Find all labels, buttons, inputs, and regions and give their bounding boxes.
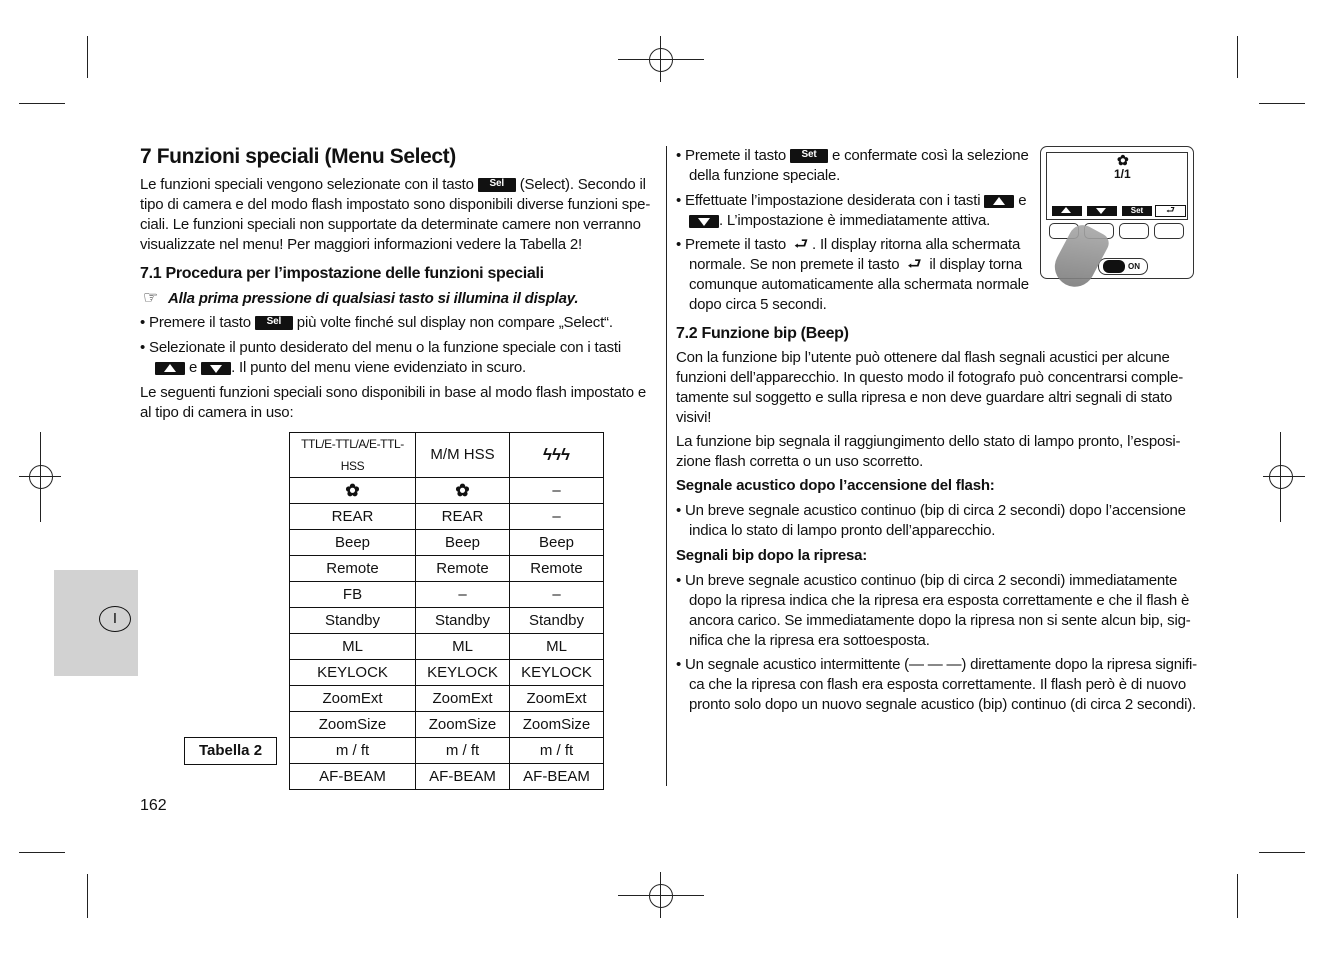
table-row bbox=[290, 530, 604, 556]
table-row bbox=[290, 556, 604, 582]
language-tab-letter: I bbox=[99, 606, 131, 632]
intro-line-4: visualizzate nel menu! Per maggiori informazioni vedere la Tabella 2! bbox=[140, 236, 582, 253]
table-cell: Remote bbox=[290, 556, 416, 582]
table-cell: KEYLOCK bbox=[510, 660, 604, 686]
table-row bbox=[290, 478, 604, 504]
table-cell: Beep bbox=[290, 530, 416, 556]
switch-label: ON bbox=[1128, 262, 1140, 271]
table-cell: Remote bbox=[416, 556, 510, 582]
table-cell: ✿ bbox=[290, 478, 416, 504]
table-cell: – bbox=[510, 582, 604, 608]
bullet-select-item bbox=[140, 338, 621, 378]
display-return-key-icon: ⮐ bbox=[1155, 205, 1186, 217]
table-cell: ML bbox=[290, 634, 416, 660]
display-set-key: Set bbox=[1122, 206, 1152, 216]
sel-key-icon: Sel bbox=[255, 316, 293, 330]
bullet-text-b: e confermate così la selezione bbox=[828, 147, 1029, 164]
bullet-text-a: Premete il tasto bbox=[685, 147, 791, 164]
bullet-text-a: Premere il tasto bbox=[149, 314, 255, 331]
bullet-press-sel bbox=[140, 313, 613, 333]
table-cell: Remote bbox=[510, 556, 604, 582]
bullet-line-1: Selezionate il punto desiderato del menu o la funzione speciale con i tasti bbox=[149, 339, 622, 356]
table-row bbox=[290, 582, 604, 608]
bullet-line-2: . L’impostazione è immediatamente attiva. bbox=[719, 212, 991, 229]
table-cell: Beep bbox=[416, 530, 510, 556]
table-row bbox=[290, 764, 604, 790]
bullet-power-on bbox=[676, 501, 1186, 541]
return-key-icon: ⮐ bbox=[907, 256, 922, 274]
table-cell: Standby bbox=[510, 608, 604, 634]
display-down-key-icon bbox=[1087, 206, 1117, 216]
table-cell: KEYLOCK bbox=[290, 660, 416, 686]
table-cell: REAR bbox=[290, 504, 416, 530]
bullet-line-2: . Il punto del menu viene evidenziato in scuro. bbox=[231, 359, 527, 376]
bullet-text-a: Effettuate l’impostazione desiderata con i tasti bbox=[685, 192, 985, 209]
bullet-return bbox=[676, 235, 1029, 315]
table-cell: – bbox=[510, 478, 604, 504]
table-cell: ✿ bbox=[416, 478, 510, 504]
bullet-press-set bbox=[676, 146, 1029, 186]
b5-line-1: Un breve segnale acustico continuo (bip di circa 2 secondi) immediatamente bbox=[685, 572, 1178, 589]
table-header-row bbox=[290, 433, 604, 478]
display-up-key-icon bbox=[1052, 206, 1082, 216]
display-function-icon: ✿ bbox=[1117, 152, 1129, 168]
table-row bbox=[290, 504, 604, 530]
table-cell: AF-BEAM bbox=[416, 764, 510, 790]
table-cell: Standby bbox=[290, 608, 416, 634]
beep-paragraph-1 bbox=[676, 348, 1183, 428]
table-row bbox=[290, 738, 604, 764]
table-row bbox=[290, 608, 604, 634]
table-cell: AF-BEAM bbox=[290, 764, 416, 790]
bullet: • bbox=[676, 656, 682, 673]
p1-line-2: funzioni dell’apparecchio. In questo modo il fotografo può concentrarsi comple- bbox=[676, 369, 1184, 386]
table-cell: Standby bbox=[416, 608, 510, 634]
table-cell: m / ft bbox=[510, 738, 604, 764]
switch-knob bbox=[1103, 260, 1125, 273]
bullet: • bbox=[676, 236, 682, 253]
table-cell: ZoomSize bbox=[510, 712, 604, 738]
bullet-text-b: . Il display ritorna alla schermata bbox=[812, 236, 1021, 253]
arrow-down-key-icon bbox=[201, 362, 231, 375]
pointing-hand-icon: ☞ bbox=[143, 288, 159, 307]
table-cell: ZoomSize bbox=[416, 712, 510, 738]
bullet-line-2a: normale. Se non premete il tasto bbox=[689, 256, 904, 273]
intro-line-1a: Le funzioni speciali vengono selezionate con il tasto bbox=[140, 176, 478, 193]
table-row bbox=[290, 712, 604, 738]
table-cell: Beep bbox=[510, 530, 604, 556]
bullet: • bbox=[676, 147, 682, 164]
display-value: 1/1 bbox=[1114, 167, 1131, 181]
bullet-text-a: Premete il tasto bbox=[685, 236, 791, 253]
b6-line-2: ca che la ripresa con flash era esposta correttamente. Il flash però è di nuovo bbox=[689, 676, 1186, 693]
table-cell: ZoomExt bbox=[290, 686, 416, 712]
special-functions-table bbox=[289, 432, 604, 790]
b5-line-2: dopo la ripresa indica che la ripresa era esposta correttamente e che il flash è bbox=[689, 592, 1190, 609]
b5-line-3: ancora carico. Se immediatamente dopo la ripresa non si sente alcun bip, sig- bbox=[689, 612, 1191, 629]
arrow-up-key-icon bbox=[155, 362, 185, 375]
p2-line-2: zione flash corretta o un uso scorretto. bbox=[676, 453, 924, 470]
bullet-intermittent-beep bbox=[676, 655, 1197, 715]
subheading-7-2: 7.2 Funzione bip (Beep) bbox=[676, 325, 849, 342]
intro-line-3: ciali. Le funzioni speciali non supportate da determinate camere non verranno bbox=[140, 216, 641, 233]
header-ttl: TTL/E-TTL/A/E-TTL-HSS bbox=[290, 433, 416, 478]
hw-button-4 bbox=[1154, 223, 1184, 239]
subheading-7-1: 7.1 Procedura per l’impostazione delle funzioni speciali bbox=[140, 265, 544, 282]
table-cell: m / ft bbox=[290, 738, 416, 764]
table-cell: m / ft bbox=[416, 738, 510, 764]
return-key-icon: ⮐ bbox=[793, 236, 809, 254]
table-cell: ZoomExt bbox=[416, 686, 510, 712]
table-cell: – bbox=[510, 504, 604, 530]
bullet: • bbox=[676, 502, 682, 519]
bullet-line-2: della funzione speciale. bbox=[689, 167, 841, 184]
conj-e: e bbox=[1014, 192, 1027, 209]
table-caption: Tabella 2 bbox=[184, 737, 277, 765]
intro-line-1b: (Select). Secondo il bbox=[519, 176, 646, 193]
intro-line-2: tipo di camera e del modo flash impostato sono disponibili diverse funzioni spe- bbox=[140, 196, 651, 213]
header-multi-flash-icon: ϟϟϟ bbox=[510, 433, 604, 478]
arrow-up-key-icon bbox=[984, 195, 1014, 208]
b6-line-3: pronto solo dopo un nuovo segnale acustico (bip) continuo (di circa 2 secondi). bbox=[689, 696, 1197, 713]
table-cell: FB bbox=[290, 582, 416, 608]
p1-line-4: visivi! bbox=[676, 409, 712, 426]
p1-line-1: Con la funzione bip l’utente può ottenere dal flash segnali acustici per alcune bbox=[676, 349, 1170, 366]
header-mhss: M/M HSS bbox=[416, 433, 510, 478]
table-row bbox=[290, 634, 604, 660]
bullet: • bbox=[140, 339, 146, 356]
heading-after-power-on: Segnale acustico dopo l’accensione del flash: bbox=[676, 477, 995, 494]
table-cell: ML bbox=[510, 634, 604, 660]
intro-paragraph bbox=[140, 175, 660, 255]
bullet-text-b: più volte finché sul display non compare „Select“. bbox=[292, 314, 613, 331]
table-cell: AF-BEAM bbox=[510, 764, 604, 790]
conj-e: e bbox=[185, 359, 202, 376]
bullet-line-3: comunque automaticamente alla schermata normale bbox=[689, 276, 1029, 293]
table-cell: – bbox=[416, 582, 510, 608]
bullet-line-2b: il display torna bbox=[925, 256, 1023, 273]
hw-button-3 bbox=[1119, 223, 1149, 239]
b4-line-1: Un breve segnale acustico continuo (bip di circa 2 secondi) dopo l’accensione bbox=[685, 502, 1186, 519]
availability-paragraph bbox=[140, 383, 646, 423]
page-number: 162 bbox=[140, 797, 167, 814]
column-divider bbox=[666, 146, 667, 786]
p2-line-1: La funzione bip segnala il raggiungimento dello stato di lampo pronto, l’esposi- bbox=[676, 433, 1181, 450]
b5-line-4: nifica che la ripresa era sottoesposta. bbox=[689, 632, 930, 649]
bullet-continuous-beep bbox=[676, 571, 1191, 651]
arrow-down-key-icon bbox=[689, 215, 719, 228]
note-line bbox=[143, 288, 578, 309]
sel-key-icon: Sel bbox=[478, 178, 516, 192]
bullet: • bbox=[140, 314, 146, 331]
power-switch bbox=[1098, 258, 1148, 275]
table-cell: REAR bbox=[416, 504, 510, 530]
heading-after-shot: Segnali bip dopo la ripresa: bbox=[676, 547, 868, 564]
p1-line-3: tamente sul soggetto e sulla ripresa e non deve guardare altri segnali di stato bbox=[676, 389, 1173, 406]
table-cell: ZoomExt bbox=[510, 686, 604, 712]
para-line-1: Le seguenti funzioni speciali sono disponibili in base al modo flash impostato e bbox=[140, 384, 646, 401]
beep-paragraph-2 bbox=[676, 432, 1180, 472]
table-cell: ZoomSize bbox=[290, 712, 416, 738]
bullet-arrows bbox=[676, 191, 1026, 231]
bullet: • bbox=[676, 572, 682, 589]
table-cell: ML bbox=[416, 634, 510, 660]
section-heading: 7 Funzioni speciali (Menu Select) bbox=[140, 145, 456, 168]
set-key-icon: Set bbox=[790, 149, 828, 163]
bullet: • bbox=[676, 192, 682, 209]
note-text: Alla prima pressione di qualsiasi tasto si illumina il display. bbox=[168, 290, 579, 307]
para-line-2: al tipo di camera in uso: bbox=[140, 404, 294, 421]
b6-line-1: Un segnale acustico intermittente (— — —) direttamente dopo la ripresa signifi- bbox=[685, 656, 1197, 673]
b4-line-2: indica lo stato di lampo pronto dell’apparecchio. bbox=[689, 522, 996, 539]
bullet-line-4: dopo circa 5 secondi. bbox=[689, 296, 827, 313]
table-row bbox=[290, 686, 604, 712]
table-cell: KEYLOCK bbox=[416, 660, 510, 686]
table-row bbox=[290, 660, 604, 686]
